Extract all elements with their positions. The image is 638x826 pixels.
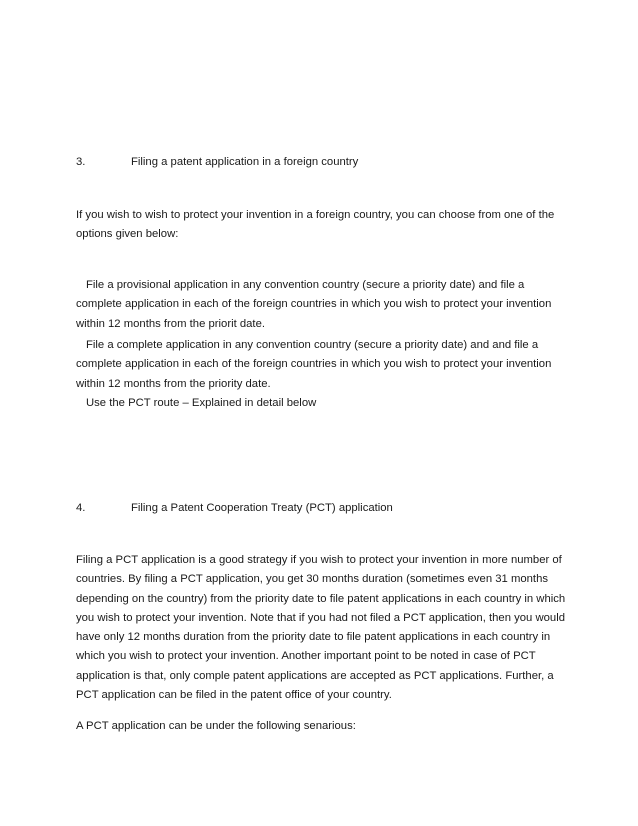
section-4-closing: A PCT application can be under the following senarious: bbox=[76, 720, 356, 732]
option-2-paragraph: File a complete application in any convention country (secure a priority date) and and file a complete application in each of the foreign countries in which you wish to protect your invention within 12 months from the priority date. bbox=[76, 339, 552, 390]
option-1-paragraph: File a provisional application in any convention country (secure a priority date) and file a complete application in each of the foreign countries in which you wish to protect your invention within 12 months from the priorit date. bbox=[76, 279, 552, 330]
section-4-title: Filing a Patent Cooperation Treaty (PCT) application bbox=[131, 502, 393, 514]
section-3-intro: If you wish to wish to protect your invention in a foreign country, you can choose from one of the options given below: bbox=[76, 209, 555, 241]
section-3-title: Filing a patent application in a foreign country bbox=[131, 156, 359, 168]
section-3-number: 3. bbox=[76, 156, 86, 168]
section-3-heading bbox=[76, 154, 358, 170]
section-4-number: 4. bbox=[76, 502, 86, 514]
section-4-heading bbox=[76, 500, 393, 516]
option-3-paragraph: Use the PCT route – Explained in detail below bbox=[86, 397, 317, 409]
section-4-body: Filing a PCT application is a good strategy if you wish to protect your invention in more number of countries. By filing a PCT application, you get 30 months duration (sometimes even 31 months depending on the country) from the priority date to file patent applications in each country in which you wish to protect your invention. Note that if you had not filed a PCT application, then you would have only 12 months duration from the priority date to file patent applications in each country in which you wish to protect your invention. Another important point to be noted in case of PCT application is that, only comple patent applications are accepted as PCT applications. Further, a PCT application can be filed in the patent office of your country. bbox=[76, 554, 566, 702]
